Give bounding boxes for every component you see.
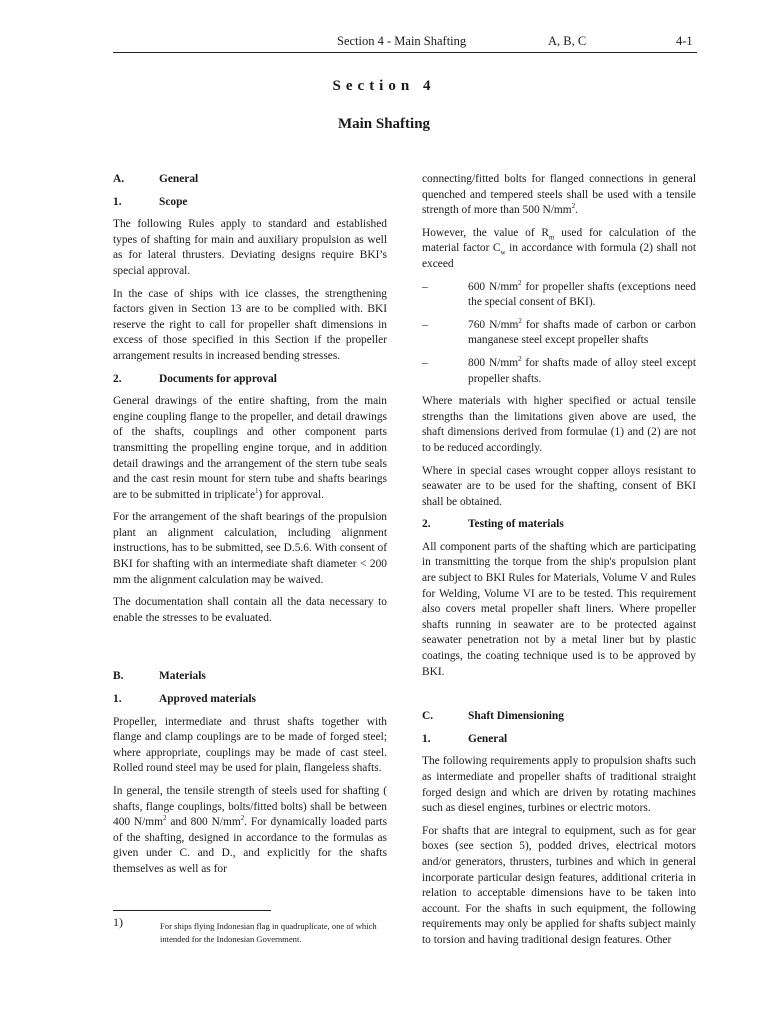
subscript: m xyxy=(549,233,555,242)
paragraph xyxy=(113,784,387,878)
section-spacer xyxy=(422,687,696,709)
list-item xyxy=(422,280,696,311)
text-run: In general, the tensile strength of steels used for shafting ( shafts, flange couplings, bolts/fitted bolts) shall be between 400 N/mm xyxy=(113,785,387,829)
heading-text: Scope xyxy=(159,195,188,208)
text-run: used for calculation of the material factor C xyxy=(422,226,696,255)
heading-text: General xyxy=(468,732,508,745)
paragraph: All component parts of the shafting which are participating in transmitting the torque from the ship's propulsion plant are subject to BKI Rules for Materials, Volume V and Rules for Welding, Volume VI are to be tested. This requirement also covers metal propeller shaft liners. Where propeller shafts running in seawater are to be protected against seawater penetration not by a metal liner but by plastic coatings, the coating technique used is to be approved by BKI. xyxy=(422,540,696,678)
heading-c xyxy=(422,709,696,725)
text-run: for propeller shafts (exceptions need the special consent of BKI). xyxy=(468,280,697,309)
heading-number: 1. xyxy=(113,693,122,706)
heading-number: 2. xyxy=(422,518,431,531)
heading-b2 xyxy=(422,517,696,533)
text-run: for shafts made of alloy steel except propeller shafts. xyxy=(468,356,696,385)
heading-a2 xyxy=(113,372,387,388)
text-run: General drawings of the entire shafting, from the main engine coupling flange to the propeller, and detail drawings of the shafts, couplings and other component parts transmitting the propelling engine torque, and in addition detail drawings and the arrangement of the stern tube seals and the cast resin mount for stern tube and shafts bearings are to be submitted in triplicate xyxy=(113,395,387,501)
footnote-rule xyxy=(113,910,271,911)
superscript: 2 xyxy=(163,814,167,823)
heading-number: A. xyxy=(113,173,125,185)
heading-a xyxy=(113,172,387,188)
heading-text: Testing of materials xyxy=(468,518,564,531)
text-run: and 800 N/mm xyxy=(166,816,241,829)
paragraph: For shafts that are integral to equipment, such as for gear boxes (see section 5), podded drives, electrical motors and/or generators, thrusters, turbines and which in general incorporate particular design features, additional criteria in relation to acceptable dimensions have to be taken into account. For the shafts in such equipment, the following requirements may only be applied for shafts subject mainly to torsion and having traditional design features. Other xyxy=(422,824,696,946)
dash-marker: – xyxy=(422,280,428,293)
text-run: connecting/fitted bolts for flanged connections in general quenched and tempered steels shall be used with a tensile strength of more than 500 N/mm xyxy=(422,173,696,217)
subscript: w xyxy=(500,248,506,257)
header-rule xyxy=(113,52,697,53)
superscript: 2 xyxy=(518,355,522,364)
text-run: . xyxy=(575,204,578,217)
paragraph xyxy=(422,172,696,219)
heading-b xyxy=(113,669,387,685)
heading-text: Documents for approval xyxy=(159,372,277,385)
text-run: 760 N/mm xyxy=(468,318,519,331)
superscript: 2 xyxy=(571,202,576,211)
heading-b1 xyxy=(113,692,387,708)
header-section: Section 4 - Main Shafting xyxy=(337,34,467,48)
footnote xyxy=(113,916,393,946)
superscript: 2 xyxy=(518,278,522,287)
text-run: 600 N/mm xyxy=(468,280,519,293)
paragraph xyxy=(113,394,387,503)
section-label: Section 4 xyxy=(332,78,436,94)
text-run: for shafts made of carbon or carbon manganese steel except propeller shafts xyxy=(468,318,697,347)
dash-marker: – xyxy=(422,318,428,331)
paragraph: The documentation shall contain all the data necessary to enable the stresses to be evaluated. xyxy=(113,596,387,624)
list-item-text xyxy=(468,356,696,387)
heading-text: Shaft Dimensioning xyxy=(468,710,564,723)
paragraph: Where materials with higher specified or actual tensile strengths than the limitations given above are used, the shaft dimensions derived from formulae (1) and (2) are not to be reduced accordingly. xyxy=(422,395,696,454)
list-item-text xyxy=(468,318,696,349)
text-run: However, the value of R xyxy=(422,226,550,239)
left-column xyxy=(113,172,387,885)
heading-number: 1. xyxy=(422,732,431,745)
paragraph: Propeller, intermediate and thrust shafts together with flange and clamp couplings are to be made of forged steel; where appropriate, couplings may be made of cast steel. Rolled round steel may be used for plain, flangeless shafts. xyxy=(113,715,387,775)
footnote-reference: 1 xyxy=(255,486,259,495)
heading-number: C. xyxy=(422,710,434,723)
paragraph: The following Rules apply to standard and established types of shafting for main and auxiliary propulsion as well as for lateral thrusters. Deviating designs require BKI’s special approval. xyxy=(113,218,387,277)
text-run: in accordance with formula (2) shall not exceed xyxy=(422,242,696,270)
text-run: 800 N/mm xyxy=(468,356,519,369)
heading-number: 2. xyxy=(113,372,122,385)
heading-text: Approved materials xyxy=(159,693,256,706)
section-spacer xyxy=(113,633,387,669)
list-item-text xyxy=(468,280,696,311)
dash-marker: – xyxy=(422,356,428,369)
paragraph xyxy=(422,226,696,273)
heading-text: General xyxy=(159,173,199,185)
paragraph: The following requirements apply to propulsion shafts such as intermediate and propeller shafts of traditional straight forged design and which are driven by rotating machines such as diesel engines, turbines or electric motors. xyxy=(422,755,696,815)
heading-number: B. xyxy=(113,670,124,683)
header-page-number: 4-1 xyxy=(676,34,693,48)
heading-number: 1. xyxy=(113,195,122,208)
limit-list xyxy=(422,280,696,388)
paragraph: In the case of ships with ice classes, the strengthening factors given in Section 13 are to be complied with. BKI reserve the right to call for propeller shaft dimensions in excess of those specified in this Section if the propeller arrangement results in increased bending stresses. xyxy=(113,287,387,362)
list-item xyxy=(422,356,696,387)
paragraph: Where in special cases wrought copper alloys resistant to seawater are to be used for the shafting, consent of BKI shall be obtained. xyxy=(422,464,696,508)
superscript: 2 xyxy=(518,316,522,325)
right-column xyxy=(422,172,696,956)
footnote-text: For ships flying Indonesian flag in quadruplicate, one of which intended for the Indonesian Government. xyxy=(160,921,377,944)
text-run: ) for approval. xyxy=(258,488,324,501)
heading-text: Materials xyxy=(159,670,206,683)
list-item xyxy=(422,318,696,349)
paragraph: For the arrangement of the shaft bearings of the propulsion plant an alignment calculation, including alignment instructions, has to be submitted, see D.5.6. With consent of BKI for shafting with an intermediate shaft diameter < 200 mm the alignment calculation may be waived. xyxy=(113,511,387,586)
header-classes: A, B, C xyxy=(548,34,587,48)
page-title: Main Shafting xyxy=(337,116,431,132)
heading-c1 xyxy=(422,732,696,748)
footnote-mark: 1) xyxy=(113,915,123,929)
text-run: . For dynamically loaded parts of the shafting, designed in accordance to the formulas as given under C. and D., and explicitly for the shafts themselves as well as for xyxy=(113,816,388,875)
superscript: 2 xyxy=(240,814,245,823)
heading-a1 xyxy=(113,195,387,211)
